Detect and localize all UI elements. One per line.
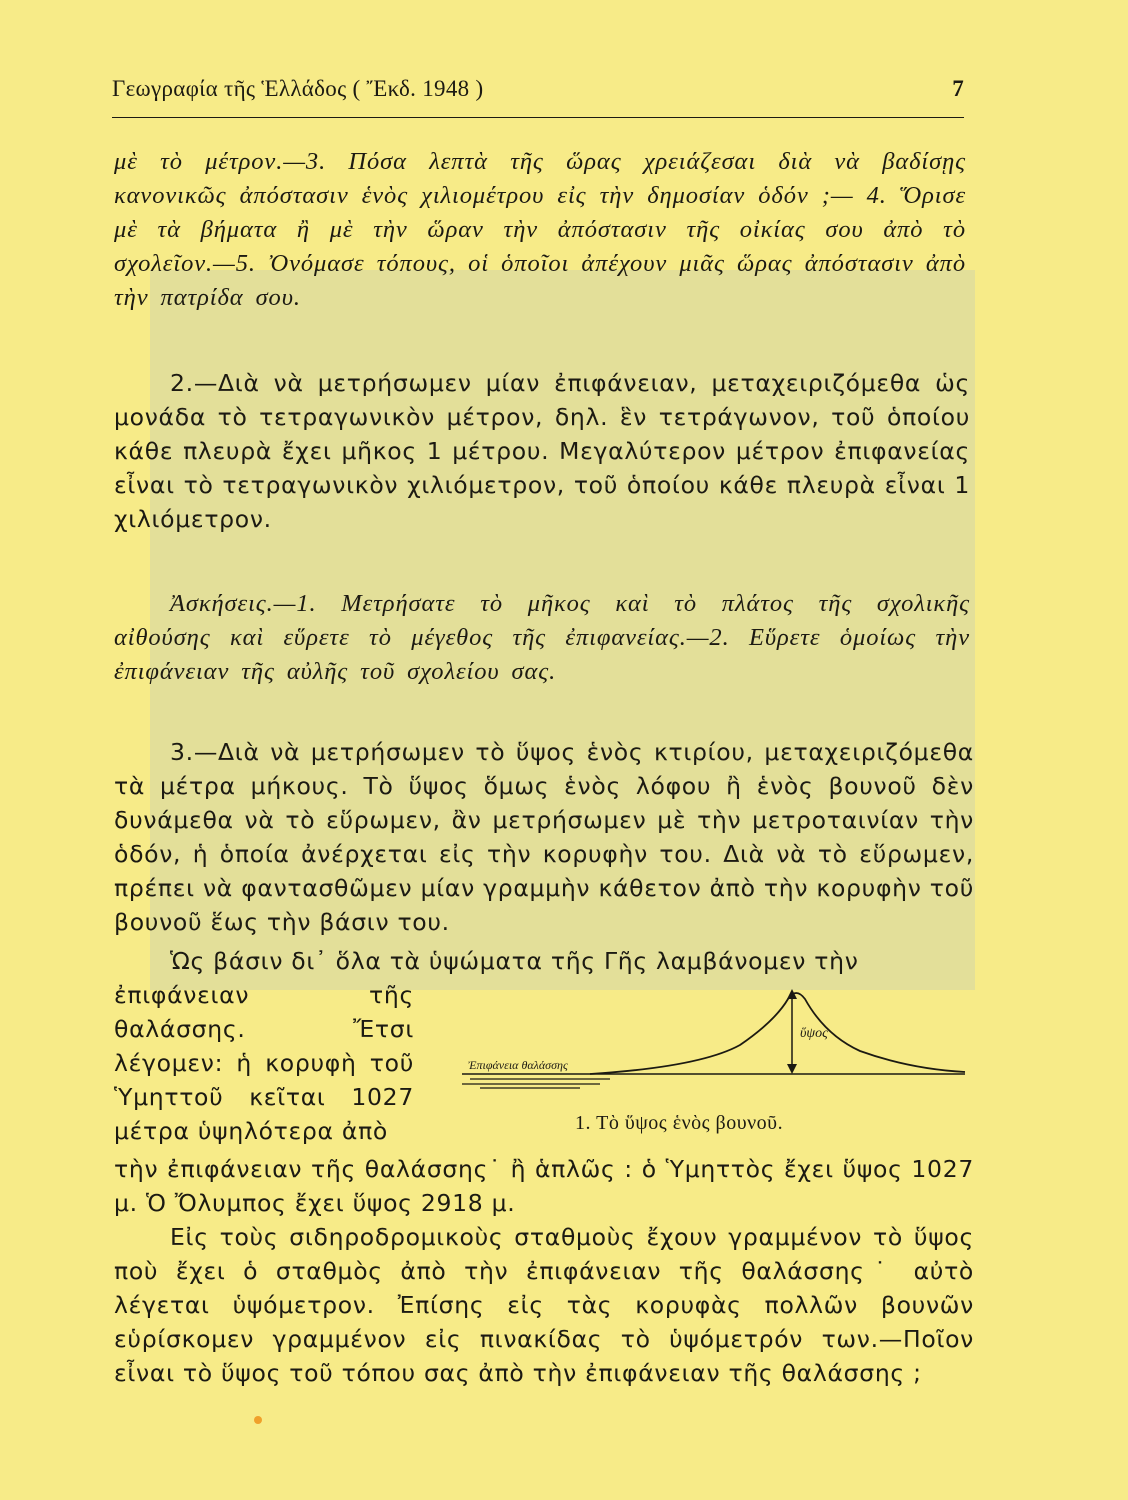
paragraph-altimeter: Εἰς τοὺς σιδηροδρομικοὺς σταθμοὺς ἔχουν γραμμένον τὸ ὕψος ποὺ ἔχει ὁ σταθμὸς ἀπὸ τὴν ἐπιφάνειαν τῆς θαλάσσης˙ αὐτὸ λέγεται ὑψόμετρον. Ἐπίσης εἰς τὰς κορυφὰς πολλῶν βουνῶν εὑρίσκομεν γραμμένον εἰς πινακίδας τὸ ὑψόμετρόν των.—Ποῖον εἶναι τὸ ὕψος τοῦ τόπου σας ἀπὸ τὴν ἐπιφάνειαν τῆς θαλάσσης ; xyxy=(114,1223,974,1387)
running-header xyxy=(112,76,964,110)
sea-surface-label: Ἐπιφάνεια θαλάσσης xyxy=(468,1058,568,1072)
paragraph-surface-measure: 2.—Διὰ νὰ μετρήσωμεν μίαν ἐπιφάνειαν, μεταχειριζόμεθα ὡς μονάδα τὸ τετραγωνικὸν μέτρον, δηλ. ἓν τετράγωνον, τοῦ ὁποίου κάθε πλευρὰ ἔχει μῆκος 1 μέτρου. Μεγαλύτερον μέτρον ἐπιφανείας εἶναι τὸ τετραγωνικὸν χιλιόμετρον, τοῦ ὁποίου κάθε πλευρὰ εἶναι 1 χιλιόμετρον. xyxy=(114,369,970,533)
paragraph-sea-level-column: ἐπιφάνειαν τῆς θαλάσσης. Ἔτσι λέγομεν: ἡ κορυφὴ τοῦ Ὑμηττοῦ κεῖται 1027 μέτρα ὑψηλότερα ἀπὸ xyxy=(114,981,414,1145)
exercises-continued: μὲ τὸ μέτρον.—3. Πόσα λεπτὰ τῆς ὥρας χρειάζεσαι διὰ νὰ βαδίσῃς κανονικῶς ἀπόστασιν ἑνὸς χιλιομέτρου εἰς τὴν δημοσίαν ὁδόν ;— 4. Ὅρισε μὲ τὰ βήματα ἢ μὲ τὴν ὥραν τὴν ἀπόστασιν τῆς οἰκίας σου ἀπὸ τὸ σχολεῖον.—5. Ὀνόμασε τόπους, οἱ ὁποῖοι ἀπέχουν μιᾶς ὥρας ἀπόστασιν ἀπὸ τὴν πατρίδα σου. xyxy=(114,148,966,311)
header-title: Γεωγραφία τῆς Ἑλλάδος ( Ἔκδ. 1948 ) xyxy=(112,76,484,101)
paragraph-sea-level-first-line: Ὡς βάσιν δι᾽ ὅλα τὰ ὑψώματα τῆς Γῆς λαμβάνομεν τὴν xyxy=(170,947,859,975)
paragraph-height-measure: 3.—Διὰ νὰ μετρήσωμεν τὸ ὕψος ἑνὸς κτιρίου, μεταχειριζόμεθα τὰ μέτρα μήκους. Τὸ ὕψος ὅμως ἑνὸς λόφου ἢ ἑνὸς βουνοῦ δὲν δυνάμεθα νὰ τὸ εὕρωμεν, ἂν μετρήσωμεν μὲ τὴν μετροταινίαν τὴν ὁδόν, ἡ ὁποία ἀνέρχεται εἰς τὴν κορυφὴν του. Διὰ νὰ τὸ εὕρωμεν, πρέπει νὰ φαντασθῶμεν μίαν γραμμὴν κάθετον ἀπὸ τὴν κορυφὴν τοῦ βουνοῦ ἕως τὴν βάσιν του. xyxy=(114,738,974,936)
stain-dot xyxy=(254,1416,262,1424)
figure-caption: 1. Τὸ ὕψος ἑνὸς βουνοῦ. xyxy=(575,1112,784,1134)
mountain-profile xyxy=(590,993,965,1074)
header-rule xyxy=(112,117,964,118)
exercises-surface: Ἀσκήσεις.—1. Μετρήσατε τὸ μῆκος καὶ τὸ πλάτος τῆς σχολικῆς αἰθούσης καὶ εὕρετε τὸ μέγεθος τῆς ἐπιφανείας.—2. Εὕρετε ὁμοίως τὴν ἐπιφάνειαν τῆς αὐλῆς τοῦ σχολείου σας. xyxy=(114,590,970,685)
height-label: ὕψος xyxy=(800,1026,828,1041)
page-number: 7 xyxy=(952,76,964,101)
paragraph-sea-level-rest: τὴν ἐπιφάνειαν τῆς θαλάσσης˙ ἢ ἁπλῶς : ὁ Ὑμηττὸς ἔχει ὕψος 1027 μ. Ὁ Ὄλυμπος ἔχει ὕψος 2918 μ. xyxy=(114,1155,974,1217)
